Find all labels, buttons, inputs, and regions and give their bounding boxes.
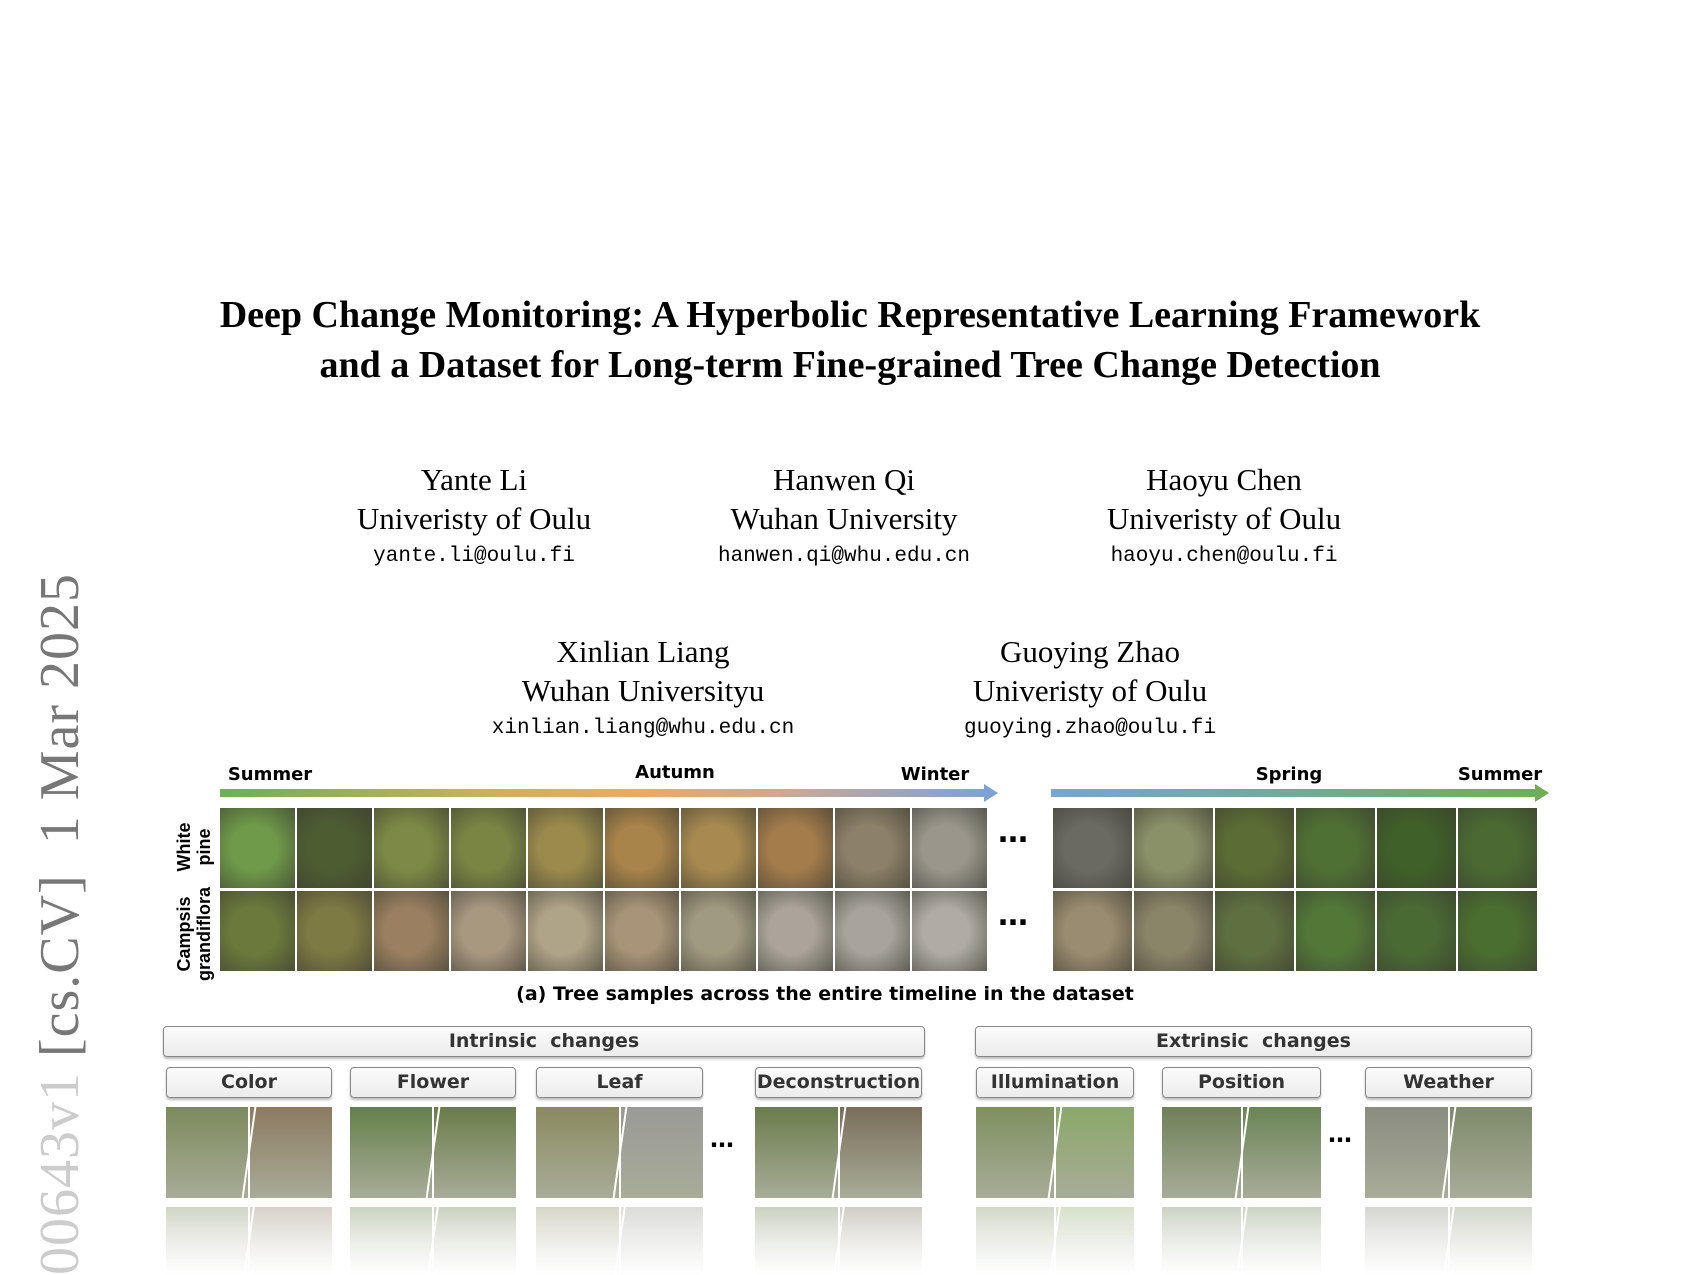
tree-sample-image xyxy=(374,808,449,888)
author-block xyxy=(880,632,1300,744)
ellipsis: … xyxy=(710,1125,737,1153)
extrinsic-illumination-label: Illumination xyxy=(976,1067,1134,1098)
tree-sample-image xyxy=(835,891,910,971)
author-email[interactable]: yante.li@oulu.fi xyxy=(373,545,575,568)
tree-sample-image xyxy=(758,891,833,971)
title-line-1: Deep Change Monitoring: A Hyperbolic Representative Learning Framework xyxy=(219,294,1481,336)
arxiv-id: 00643v1 xyxy=(29,1072,91,1275)
tree-sample-image xyxy=(528,891,603,971)
campsis-strip-right xyxy=(1053,891,1537,971)
tree-sample-image xyxy=(1053,891,1132,971)
timeline-arrow xyxy=(220,789,986,797)
ellipsis: … xyxy=(998,815,1031,850)
author-affiliation: Univeristy of Oulu xyxy=(356,501,592,536)
intrinsic-color-image-pair xyxy=(166,1107,332,1198)
author-block xyxy=(634,460,1054,572)
arxiv-stamp xyxy=(20,572,100,1275)
ellipsis: … xyxy=(1328,1120,1355,1148)
intrinsic-leaf-image-pair xyxy=(536,1107,703,1198)
author-block xyxy=(433,632,853,744)
extrinsic-position-reflection xyxy=(1162,1207,1321,1275)
intrinsic-deconstruction-reflection xyxy=(755,1207,922,1275)
tree-sample-image xyxy=(1296,808,1375,888)
intrinsic-flower-label: Flower xyxy=(350,1067,516,1098)
extrinsic-weather-image-pair xyxy=(1365,1107,1532,1198)
author-name: Haoyu Chen xyxy=(1146,462,1302,497)
season-label: Spring xyxy=(1255,764,1323,785)
author-email[interactable]: guoying.zhao@oulu.fi xyxy=(963,717,1217,740)
season-label: Winter xyxy=(900,764,970,785)
intrinsic-leaf-reflection xyxy=(536,1207,703,1275)
tree-sample-image xyxy=(297,808,372,888)
title-line-2: and a Dataset for Long-term Fine-grained Tree Change Detection xyxy=(319,344,1381,386)
intrinsic-deconstruction-label: Deconstruction xyxy=(755,1067,922,1098)
tree-sample-image xyxy=(681,891,756,971)
white-pine-strip-left xyxy=(220,808,987,888)
intrinsic-changes-header: Intrinsic changes xyxy=(163,1026,925,1057)
extrinsic-changes-header: Extrinsic changes xyxy=(975,1026,1532,1057)
author-affiliation: Univeristy of Oulu xyxy=(972,673,1208,708)
author-affiliation: Univeristy of Oulu xyxy=(1106,501,1342,536)
season-label: Autumn xyxy=(635,762,715,783)
season-label: Summer xyxy=(1457,764,1543,785)
season-label: Summer xyxy=(227,764,313,785)
tree-sample-image xyxy=(912,891,987,971)
tree-sample-image xyxy=(1377,808,1456,888)
tree-sample-image xyxy=(605,808,680,888)
author-name: Xinlian Liang xyxy=(556,634,730,669)
extrinsic-position-image-pair xyxy=(1162,1107,1321,1198)
author-name: Yante Li xyxy=(420,462,528,497)
arrowhead-icon xyxy=(984,784,998,802)
author-email[interactable]: haoyu.chen@oulu.fi xyxy=(1110,545,1338,568)
tree-sample-image xyxy=(528,808,603,888)
extrinsic-weather-reflection xyxy=(1365,1207,1532,1275)
tree-sample-image xyxy=(451,808,526,888)
tree-sample-image xyxy=(1458,891,1537,971)
tree-sample-image xyxy=(1377,891,1456,971)
tree-sample-image xyxy=(220,891,295,971)
tree-sample-image xyxy=(220,808,295,888)
tree-sample-image xyxy=(1134,808,1213,888)
intrinsic-color-reflection xyxy=(166,1207,332,1275)
intrinsic-flower-image-pair xyxy=(350,1107,516,1198)
extrinsic-position-label: Position xyxy=(1162,1067,1321,1098)
extrinsic-weather-label: Weather xyxy=(1365,1067,1532,1098)
tree-sample-image xyxy=(681,808,756,888)
author-email[interactable]: xinlian.liang@whu.edu.cn xyxy=(491,717,795,740)
tree-sample-image xyxy=(451,891,526,971)
author-email[interactable]: hanwen.qi@whu.edu.cn xyxy=(717,545,971,568)
intrinsic-flower-reflection xyxy=(350,1207,516,1275)
author-affiliation: Wuhan University xyxy=(730,501,958,536)
arxiv-category-date: [cs.CV] 1 Mar 2025 xyxy=(29,572,91,1057)
tree-sample-image xyxy=(1134,891,1213,971)
author-name: Hanwen Qi xyxy=(772,462,916,497)
tree-sample-image xyxy=(1215,808,1294,888)
intrinsic-leaf-label: Leaf xyxy=(536,1067,703,1098)
tree-sample-image xyxy=(1296,891,1375,971)
intrinsic-color-label: Color xyxy=(166,1067,332,1098)
campsis-strip-left xyxy=(220,891,987,971)
paper-title xyxy=(0,290,1700,390)
tree-sample-image xyxy=(297,891,372,971)
author-block xyxy=(1014,460,1434,572)
timeline-arrow xyxy=(1051,789,1537,797)
tree-sample-image xyxy=(912,808,987,888)
row-label-campsis: Campsis grandiflora xyxy=(174,887,214,982)
ellipsis: … xyxy=(998,898,1031,933)
intrinsic-deconstruction-image-pair xyxy=(755,1107,922,1198)
tree-sample-image xyxy=(758,808,833,888)
extrinsic-illumination-image-pair xyxy=(976,1107,1134,1198)
tree-sample-image xyxy=(374,891,449,971)
author-block xyxy=(264,460,684,572)
tree-sample-image xyxy=(1458,808,1537,888)
white-pine-strip-right xyxy=(1053,808,1537,888)
arrowhead-icon xyxy=(1535,784,1549,802)
author-name: Guoying Zhao xyxy=(1000,634,1180,669)
tree-sample-image xyxy=(605,891,680,971)
row-label-white-pine: White pine xyxy=(174,822,214,872)
extrinsic-illumination-reflection xyxy=(976,1207,1134,1275)
tree-sample-image xyxy=(1215,891,1294,971)
figure-caption: (a) Tree samples across the entire timeline in the dataset xyxy=(516,983,1134,1005)
tree-sample-image xyxy=(1053,808,1132,888)
author-affiliation: Wuhan Universityu xyxy=(521,673,765,708)
tree-sample-image xyxy=(835,808,910,888)
